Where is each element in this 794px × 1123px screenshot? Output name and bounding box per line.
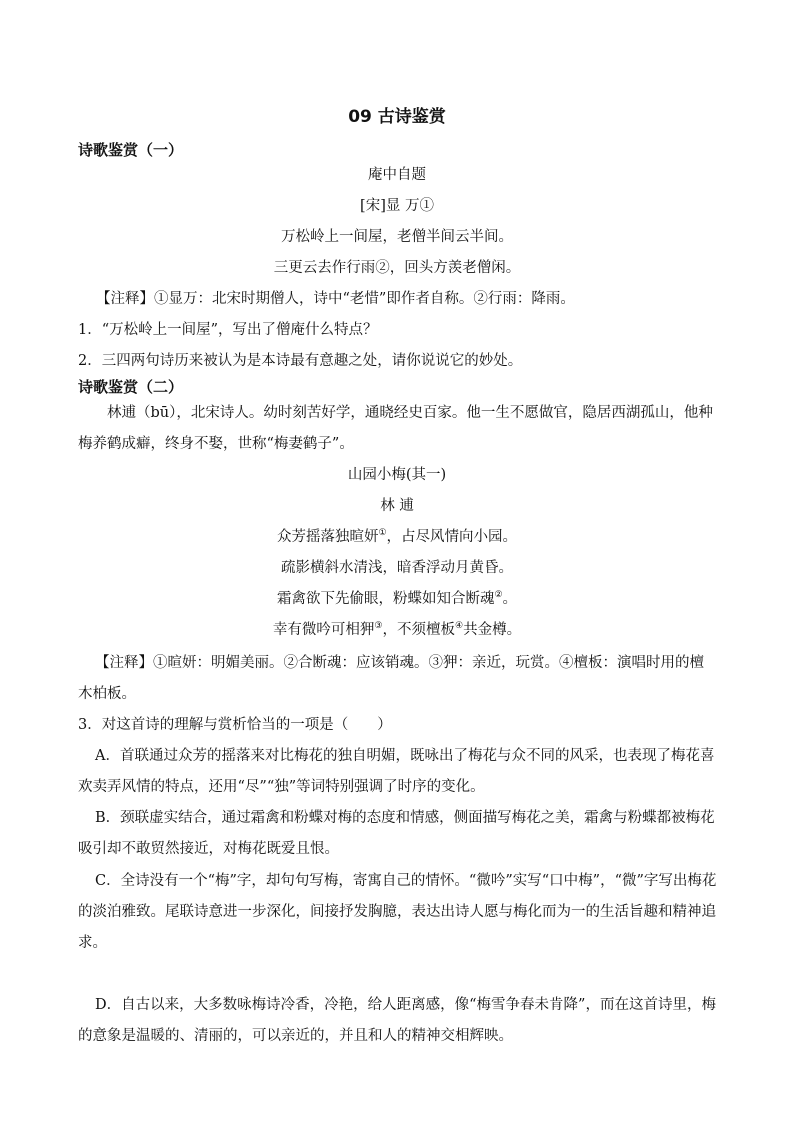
footnote-marker: ③ — [374, 621, 383, 632]
poem-line: 万松岭上一间屋，老僧半间云半间。 — [281, 229, 513, 245]
poem-line — [0, 589, 794, 609]
question-2: 2．三四两句诗历来被认为是本诗最有意趣之处，请你说说它的妙处。 — [78, 353, 523, 369]
footnote-marker: ① — [378, 528, 387, 539]
section-heading-2: 诗歌鉴赏（二） — [78, 378, 184, 396]
footnote-marker: ④ — [455, 621, 464, 632]
page-title: 09 古诗鉴赏 — [348, 107, 446, 127]
annotation-note-2: 【注释】①暄妍：明媚美丽。②合断魂：应该销魂。③狎：亲近，玩赏。④檀板：演唱时用的檀木柏板。 — [78, 655, 704, 702]
poem-text: 霜禽欲下先偷眼，粉蝶如知合断魂 — [276, 591, 495, 607]
option-c: C．全诗没有一个“梅”字，却句句写梅，寄寓自己的情怀。“微吟”实写“口中梅”，“微”字写出梅花的淡泊雅致。尾联诗意进一步深化，间接抒发胸臆，表达出诗人愿与梅化而为一的生活旨趣和精神追求。 — [78, 873, 717, 951]
poem-title-2: 山园小梅(其一) — [347, 467, 447, 483]
question-1: 1．“万松岭上一间屋”，写出了僧庵什么特点？ — [78, 322, 378, 338]
poem-text: 众芳摇落独暄妍 — [276, 529, 379, 545]
poem-text: 。 — [502, 591, 518, 607]
poem-text: 共金樽。 — [463, 622, 522, 638]
poem-line: 三更云去作行雨②，回头方羡老僧闲。 — [273, 260, 521, 276]
option-b: B．颈联虚实结合，通过霜禽和粉蝶对梅的态度和情感，侧面描写梅花之美，霜禽与粉蝶都被梅花吸引却不敢贸然接近，对梅花既爱且恨。 — [78, 810, 715, 857]
poem-author-2: 林 逋 — [380, 498, 414, 514]
footnote-marker: ② — [494, 590, 503, 601]
poem-text: ，不须檀板 — [382, 622, 455, 638]
poem-author-1: [宋]显 万① — [360, 198, 434, 214]
poem-line — [0, 620, 794, 640]
option-a: A．首联通过众芳的摇落来对比梅花的独自明媚，既咏出了梅花与众不同的风采，也表现了梅花喜欢卖弄风情的特点，还用“尽”“独”等词特别强调了时序的变化。 — [78, 748, 715, 795]
poem-line: 疏影横斜水清浅，暗香浮动月黄昏。 — [281, 560, 513, 576]
option-d: D．自古以来，大多数咏梅诗冷香，冷艳，给人距离感，像“梅雪争春未肯降”，而在这首诗里，梅的意象是温暖的、清丽的，可以亲近的，并且和人的精神交相辉映。 — [78, 997, 716, 1044]
annotation-note-1: 【注释】①显万：北宋时期僧人，诗中“老惜”即作者自称。②行雨：降雨。 — [96, 291, 575, 307]
poem-text: ，占尽风情向小园。 — [386, 529, 518, 545]
poem-text: 幸有微吟可相狎 — [272, 622, 375, 638]
question-3: 3．对这首诗的理解与赏析恰当的一项是（ ） — [78, 717, 392, 733]
poem-title-1: 庵中自题 — [368, 167, 426, 183]
poem-line — [0, 527, 794, 547]
section-heading-1: 诗歌鉴赏（一） — [78, 141, 184, 159]
author-intro: 林逋（bū），北宋诗人。幼时刻苦好学，通晓经史百家。他一生不愿做官，隐居西湖孤山，他种梅养鹤成癖，终身不娶，世称“梅妻鹤子”。 — [78, 405, 713, 452]
